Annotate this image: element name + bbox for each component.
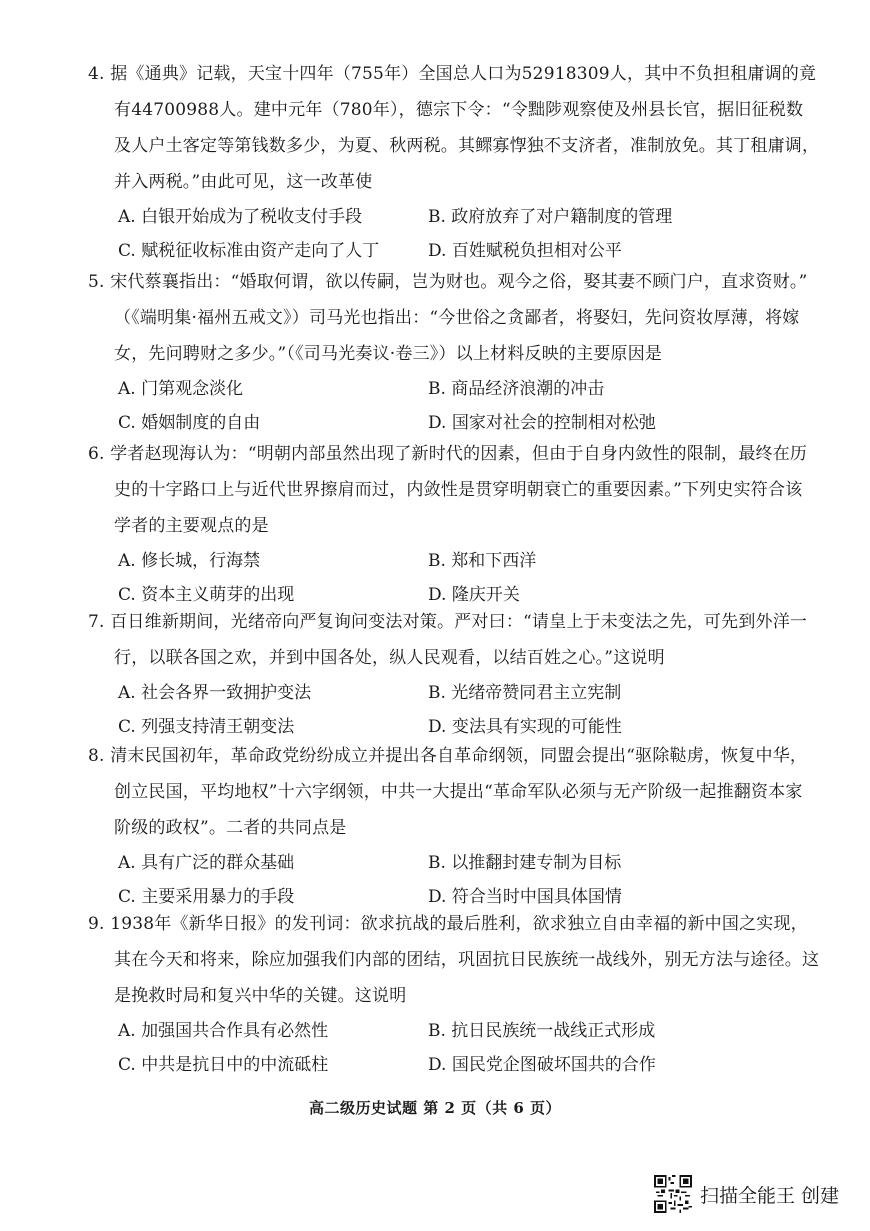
option-b: B. 以推翻封建专制为目标 xyxy=(428,853,622,873)
question-text-line: 其在今天和将来，除应加强我们内部的团结，巩固抗日民族统一战线外，别无方法与途径。这 xyxy=(114,950,820,970)
option-c: C. 资本主义萌芽的出现 xyxy=(118,585,295,605)
question-text-line: 女，先问聘财之多少。”（《司马光奏议·卷三》）以上材料反映的主要原因是 xyxy=(114,344,663,364)
option-row xyxy=(88,1014,818,1048)
option-d: D. 百姓赋税负担相对公平 xyxy=(428,241,622,261)
scanner-watermark xyxy=(654,1172,839,1216)
qr-code-icon xyxy=(654,1175,692,1213)
option-a: A. 社会各界一致拥护变法 xyxy=(118,683,312,703)
question-6 xyxy=(88,436,818,612)
option-d: D. 符合当时中国具体国情 xyxy=(428,887,622,907)
question-7 xyxy=(88,604,818,744)
question-text-line: 是挽救时局和复兴中华的关键。这说明 xyxy=(114,986,407,1006)
option-c: C. 婚姻制度的自由 xyxy=(118,413,261,433)
question-text-line: 创立民国，平均地权”十六字纲领，中共一大提出“革命军队必须与无产阶级一起推翻资本家 xyxy=(114,782,803,802)
option-a: A. 白银开始成为了税收支付手段 xyxy=(118,207,363,227)
option-row xyxy=(88,544,818,578)
question-text-line: 6. 学者赵现海认为：“明朝内部虽然出现了新时代的因素，但由于自身内敛性的限制，最终在历 xyxy=(88,444,808,464)
question-8 xyxy=(88,738,818,914)
scanner-watermark-text: 扫描全能王 创建 xyxy=(700,1184,840,1207)
option-row xyxy=(88,1048,818,1082)
option-row xyxy=(88,200,818,234)
option-d: D. 隆庆开关 xyxy=(428,585,520,605)
option-d: D. 国民党企图破坏国共的合作 xyxy=(428,1055,656,1075)
question-text-line: 有44700988人。建中元年（780年），德宗下令：“令黜陟观察使及州县长官，据旧征税数 xyxy=(114,100,804,120)
question-9 xyxy=(88,906,818,1082)
question-text-line: （《端明集·福州五戒文》）司马光也指出：“今世俗之贪鄙者，将娶妇，先问资妆厚薄，将嫁 xyxy=(114,308,800,328)
option-b: B. 光绪帝赞同君主立宪制 xyxy=(428,683,622,703)
question-text-line: 史的十字路口上与近代世界擦肩而过，内敛性是贯穿明朝衰亡的重要因素。”下列史实符合该 xyxy=(114,480,803,500)
option-row xyxy=(88,676,818,710)
question-text-line: 9. 1938年《新华日报》的发刊词：欲求抗战的最后胜利，欲求独立自由幸福的新中国之实现， xyxy=(88,914,808,934)
question-text-line: 4. 据《通典》记载，天宝十四年（755年）全国总人口为52918309人，其中不负担租庸调的竟 xyxy=(88,64,817,84)
option-row xyxy=(88,372,818,406)
option-c: C. 列强支持清王朝变法 xyxy=(118,717,295,737)
question-text-line: 学者的主要观点的是 xyxy=(114,516,269,536)
option-d: D. 变法具有实现的可能性 xyxy=(428,717,622,737)
option-c: C. 中共是抗日中的中流砥柱 xyxy=(118,1055,329,1075)
option-a: A. 加强国共合作具有必然性 xyxy=(118,1021,329,1041)
question-text-line: 并入两税。”由此可见，这一改革使 xyxy=(114,172,373,192)
question-4 xyxy=(88,56,818,268)
question-text-line: 阶级的政权”。二者的共同点是 xyxy=(114,818,347,838)
question-text-line: 5. 宋代蔡襄指出：“婚取何谓，欲以传嗣，岂为财也。观今之俗，娶其妻不顾门户，直求资财。” xyxy=(88,272,808,292)
option-c: C. 主要采用暴力的手段 xyxy=(118,887,295,907)
option-row xyxy=(88,234,818,268)
page-footer: 高二级历史试题 第 2 页（共 6 页） xyxy=(309,1099,561,1117)
question-text-line: 行，以联各国之欢，并到中国各处，纵人民观看，以结百姓之心。”这说明 xyxy=(114,648,665,668)
option-b: B. 政府放弃了对户籍制度的管理 xyxy=(428,207,673,227)
question-text-line: 7. 百日维新期间，光绪帝向严复询问变法对策。严对曰：“请皇上于未变法之先，可先到外洋一 xyxy=(88,612,808,632)
option-row xyxy=(88,406,818,440)
option-b: B. 商品经济浪潮的冲击 xyxy=(428,379,605,399)
question-5 xyxy=(88,264,818,440)
option-a: A. 门第观念淡化 xyxy=(118,379,244,399)
option-row xyxy=(88,846,818,880)
option-c: C. 赋税征收标准由资产走向了人丁 xyxy=(118,241,380,261)
option-a: A. 具有广泛的群众基础 xyxy=(118,853,295,873)
question-text-line: 8. 清末民国初年，革命政党纷纷成立并提出各自革命纲领，同盟会提出“驱除鞑虏，恢复中华， xyxy=(88,746,808,766)
option-b: B. 郑和下西洋 xyxy=(428,551,537,571)
question-text-line: 及人户土客定等第钱数多少，为夏、秋两税。其鳏寡惸独不支济者，准制放免。其丁租庸调， xyxy=(114,136,820,156)
option-d: D. 国家对社会的控制相对松弛 xyxy=(428,413,656,433)
option-b: B. 抗日民族统一战线正式形成 xyxy=(428,1021,656,1041)
option-a: A. 修长城，行海禁 xyxy=(118,551,261,571)
